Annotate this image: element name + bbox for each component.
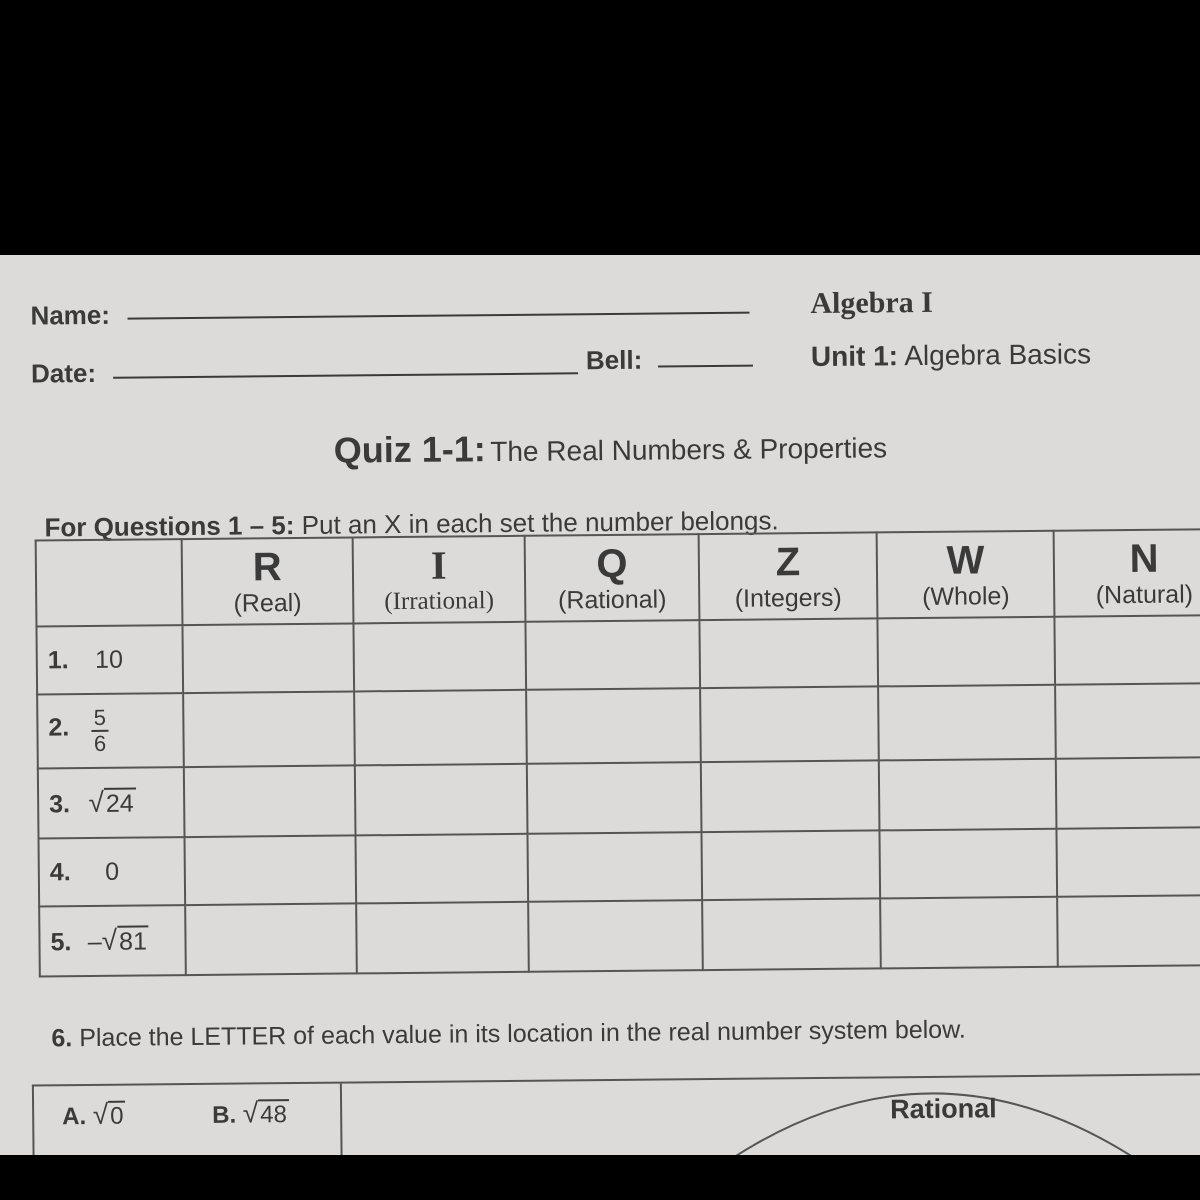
answer-cell[interactable] [183,691,355,767]
question-cell [39,837,185,906]
answer-cell[interactable] [528,900,703,972]
col-header-irrational [352,536,525,624]
col-letter: W [946,538,985,583]
quiz-title [334,424,888,471]
col-letter: Q [596,541,628,587]
answer-cell[interactable] [355,764,528,836]
col-name: (Rational) [557,585,667,615]
answer-cell[interactable] [879,829,1057,899]
radical-sign-icon: √ [88,786,105,819]
answer-cell[interactable] [527,832,702,902]
rational-region-label: Rational [890,1093,997,1125]
answer-cell[interactable] [356,902,529,974]
col-letter: R [252,545,282,590]
quiz-topic: The Real Numbers & Properties [490,432,888,468]
col-name: (Real) [233,588,302,618]
col-name: (Natural) [1095,580,1194,610]
radical-sign-icon: √ [242,1097,259,1129]
question-6-number: 6. [51,1024,73,1053]
question-value: 0 [105,857,120,886]
question-number: 4. [49,857,71,886]
course-title: Algebra I [810,285,934,321]
answer-cell[interactable] [1057,827,1200,897]
answer-cell[interactable] [185,903,357,975]
option-b [212,1097,289,1130]
answer-cell[interactable] [700,618,879,688]
col-header-integers [699,532,878,620]
col-name: (Integers) [734,583,842,613]
instructions-range: For Questions 1 – 5: [44,510,295,543]
option-b-label: B. [212,1101,237,1129]
answer-cell[interactable] [700,686,879,762]
question-number: 2. [48,713,70,742]
instructions-text: Put an X in each set the number belongs. [301,505,779,540]
table-row [39,895,1200,976]
fraction [92,706,109,756]
col-letter: Z [775,540,801,585]
table-row [39,827,1200,906]
square-root [88,787,135,819]
answer-cell[interactable] [525,620,700,690]
option-a [62,1099,126,1132]
col-header-whole [877,531,1055,619]
table-row [36,615,1200,694]
unit-label: Unit 1: [810,340,899,373]
col-header-real [181,537,353,625]
radicand: 0 [108,1101,126,1130]
name-label: Name: [30,299,111,331]
header-corner-cell [36,539,183,626]
worksheet [0,255,1200,1155]
answer-cell[interactable] [880,897,1058,969]
answer-cell[interactable] [1057,895,1200,967]
table-row [37,683,1200,768]
square-root [102,924,149,956]
answer-cell[interactable] [354,690,527,766]
col-letter: I [430,542,447,588]
answer-cell[interactable] [355,834,528,904]
square-root [93,1099,126,1131]
answer-cell[interactable] [878,685,1056,761]
question-cell [36,625,182,694]
bell-label: Bell: [585,344,643,376]
answer-cell[interactable] [701,760,880,832]
radical-sign-icon: √ [92,1098,109,1130]
radicand: 24 [104,788,136,818]
answer-cell[interactable] [184,835,356,905]
col-name: (Irrational) [384,587,495,616]
answer-cell[interactable] [879,759,1057,831]
date-field[interactable] [113,372,578,378]
radical-sign-icon: √ [101,924,118,956]
question-number: 3. [49,790,71,819]
answer-cell[interactable] [182,623,354,693]
name-field[interactable] [128,312,750,320]
answer-cell[interactable] [184,765,356,837]
unit-title [811,338,1091,373]
question-cell [37,693,184,768]
answer-cell[interactable] [353,622,526,692]
question-cell [39,905,185,976]
question-6-text: Place the LETTER of each value in its location in the real number system below. [79,1015,966,1053]
table-row [38,757,1200,838]
question-cell [38,767,184,838]
radicand: 81 [117,925,149,955]
square-root [243,1097,289,1129]
unit-name: Algebra Basics [904,338,1092,372]
worksheet-photo [0,255,1200,1155]
radicand: 48 [258,1099,289,1128]
answer-cell[interactable] [702,830,881,900]
col-letter: N [1129,536,1159,581]
answer-cell[interactable] [1055,615,1200,685]
answer-cell[interactable] [527,762,702,834]
fraction-numerator: 5 [92,706,108,732]
option-a-label: A. [62,1103,87,1131]
question-number: 5. [50,928,72,957]
bell-field[interactable] [658,365,753,368]
table-header-row [36,529,1200,626]
fraction-denominator: 6 [93,730,107,756]
col-name: (Whole) [922,582,1010,611]
question-number: 1. [47,645,69,674]
question-6 [51,1016,966,1054]
answer-cell[interactable] [702,898,881,970]
question-value: 10 [94,645,124,674]
quiz-number: Quiz 1-1: [333,428,486,471]
answer-cell[interactable] [526,688,701,764]
date-label: Date: [30,357,97,389]
answer-cell[interactable] [877,617,1055,687]
number-sets-table [35,528,1200,977]
answer-cell[interactable] [1055,683,1200,759]
answer-cell[interactable] [1056,757,1200,829]
col-header-natural [1054,529,1200,617]
col-header-rational [525,534,700,622]
negative-sign: – [87,927,102,957]
